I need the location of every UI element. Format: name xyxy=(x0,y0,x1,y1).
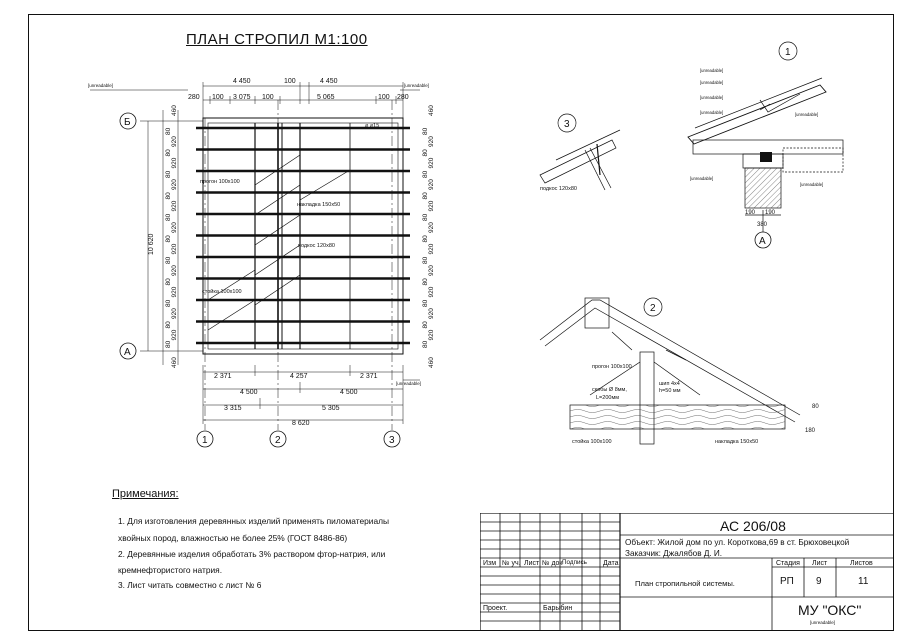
tb-object: Объект: Жилой дом по ул. Короткова,69 в ст. Брюховецкой xyxy=(625,538,850,547)
tb-list: 9 xyxy=(816,576,822,587)
detail-1-note-4: [unreadable] xyxy=(700,110,724,115)
dim-row-920-right: 920 xyxy=(428,329,435,341)
dim-row-920: 920 xyxy=(171,136,178,147)
dim-row-460-bottom-right: 460 xyxy=(428,357,435,368)
dim-row-920: 920 xyxy=(171,329,178,341)
dim-row-80: 80 xyxy=(165,321,172,329)
dim-row-920: 920 xyxy=(171,222,178,233)
dim-row-80: 80 xyxy=(165,235,172,243)
dim-row-80-right: 80 xyxy=(422,170,429,178)
dim-row-460-top: 460 xyxy=(171,105,178,116)
dim-bot-3315: 3 315 xyxy=(224,405,242,412)
dim-row-80-right: 80 xyxy=(422,235,429,243)
dim-row-80-last: 80 xyxy=(165,340,172,348)
dim-bot-8620: 8 620 xyxy=(292,420,310,427)
dim-row-920-right: 920 xyxy=(428,136,435,147)
tb-col-list: Лист xyxy=(524,560,540,567)
notes-heading: Примечания: xyxy=(112,488,179,500)
detail-2-beam-hatch xyxy=(570,405,785,429)
dim-row-80: 80 xyxy=(165,149,172,157)
dim-row-920: 920 xyxy=(171,265,178,276)
dim-row-80-right: 80 xyxy=(422,192,429,200)
detail-3-podkos: подкос 120х80 xyxy=(540,186,577,192)
dim-top-280-right: 280 xyxy=(397,94,409,101)
detail-1-note-5: [unreadable] xyxy=(795,112,819,117)
note-1b: хвойных пород, влажностью не более 25% (ГОСТ 8486-86) xyxy=(118,533,348,543)
dim-top-100-c: 100 xyxy=(378,94,390,101)
dim-row-80: 80 xyxy=(165,213,172,221)
dim-row-920-right: 920 xyxy=(428,265,435,276)
tb-col-podpis: Подпись xyxy=(562,559,587,566)
dim-top-4450-left: 4 450 xyxy=(233,78,251,85)
dim-row-80: 80 xyxy=(165,192,172,200)
dim-row-920-right: 920 xyxy=(428,308,435,319)
dim-row-80-last-right: 80 xyxy=(422,340,429,348)
label-stoyka: стойка 100х100 xyxy=(202,289,242,295)
dim-left-total: 10 620 xyxy=(148,233,155,255)
detail-1-note-7: [unreadable] xyxy=(800,182,824,187)
detail-2-ship: шип 4х4 xyxy=(659,381,680,387)
tb-author: Барыбин xyxy=(543,605,573,612)
detail-1-dim-190a: 190 xyxy=(745,210,756,216)
dim-row-920: 920 xyxy=(171,179,178,190)
detail-3-label: 3 xyxy=(564,119,570,130)
axis-1-label: 1 xyxy=(202,435,208,446)
detail-1-axis-a-label: А xyxy=(759,236,766,247)
dim-row-920: 920 xyxy=(171,243,178,255)
note-2a: 2. Деревянные изделия обработать 3% раствором фтор-натрия, или xyxy=(118,549,386,559)
tb-customer: Заказчик: Джалябов Д. И. xyxy=(625,549,723,558)
detail-1-dim-190b: 190 xyxy=(765,210,776,216)
dim-row-920: 920 xyxy=(171,308,178,319)
tb-proekt: Проект. xyxy=(483,605,508,612)
detail-2-skoba: скобы Ø 8мм, xyxy=(592,387,627,393)
tb-stadia-header: Стадия xyxy=(776,560,800,567)
dim-row-920: 920 xyxy=(171,200,178,212)
label-anchor: ⌀ ⌀15 xyxy=(365,123,380,129)
dim-row-80-right: 80 xyxy=(422,299,429,307)
dim-bot-2371-b: 2 371 xyxy=(360,373,378,380)
detail-2-progon: прогон 100х100 xyxy=(592,364,632,370)
axis-2-label: 2 xyxy=(275,435,281,446)
detail-1-hatch xyxy=(745,168,781,208)
dim-row-920-right: 920 xyxy=(428,243,435,255)
label-nakladka: накладка 150х50 xyxy=(297,202,341,208)
tb-col-nuch: № уч. xyxy=(502,560,521,567)
note-1a: 1. Для изготовления деревянных изделий применять пиломатериалы xyxy=(118,516,390,526)
detail-2-ship-2: h=50 мм xyxy=(659,388,681,394)
detail-1-note-1: [unreadable] xyxy=(700,68,724,73)
dim-bot-2371-a: 2 371 xyxy=(214,373,232,380)
dim-top-4450-right: 4 450 xyxy=(320,78,338,85)
detail-2-skoba-2: L=200мм xyxy=(596,395,620,401)
dim-top-100-b: 100 xyxy=(262,94,274,101)
label-small-bottom-right: [unreadable] xyxy=(396,381,422,386)
dim-bot-4257: 4 257 xyxy=(290,373,308,380)
detail-1-beam xyxy=(760,152,772,162)
detail-1-note-3: [unreadable] xyxy=(700,95,724,100)
tb-code: АС 206/08 xyxy=(720,518,786,534)
axis-a-label: А xyxy=(124,347,131,358)
detail-2-dim-80: 80 xyxy=(812,404,819,410)
tb-listov-header: Листов xyxy=(850,560,873,567)
plan-title: ПЛАН СТРОПИЛ М1:100 xyxy=(186,31,368,48)
dim-row-80: 80 xyxy=(165,299,172,307)
dim-bot-5305: 5 305 xyxy=(322,405,340,412)
dim-top-5065: 5 065 xyxy=(317,94,335,101)
note-2b: кремнефтористого натрия. xyxy=(118,565,223,575)
tb-org: МУ "ОКС" xyxy=(798,602,862,618)
dim-row-920-right: 920 xyxy=(428,157,435,169)
dim-row-80-right: 80 xyxy=(422,256,429,264)
detail-1-note-2: [unreadable] xyxy=(700,80,724,85)
label-small-top-left: [unreadable] xyxy=(88,83,114,88)
dim-row-80: 80 xyxy=(165,278,172,286)
label-podkos: подкос 120х80 xyxy=(298,243,335,249)
dim-row-920: 920 xyxy=(171,286,178,298)
dim-top-100: 100 xyxy=(284,78,296,85)
label-small-top-right: [unreadable] xyxy=(404,83,430,88)
label-progon: прогон 100х100 xyxy=(200,179,240,185)
detail-3 xyxy=(540,114,620,190)
tb-sheet-title: План стропильной системы. xyxy=(635,579,735,588)
detail-2-dim-180: 180 xyxy=(805,428,816,434)
dim-bot-4500-b: 4 500 xyxy=(340,389,358,396)
dim-row-920-right: 920 xyxy=(428,179,435,190)
dim-row-80-right: 80 xyxy=(422,278,429,286)
dim-top-280-left: 280 xyxy=(188,94,200,101)
tb-list-header: Лист xyxy=(812,560,828,567)
dim-row-80: 80 xyxy=(165,256,172,264)
tb-col-data: Дата xyxy=(603,560,619,567)
dim-bot-4500-a: 4 500 xyxy=(240,389,258,396)
detail-2-label: 2 xyxy=(650,303,656,314)
detail-2-nakladka: накладка 150х50 xyxy=(715,439,759,445)
dim-row-80-right: 80 xyxy=(422,127,429,135)
dim-row-80-right: 80 xyxy=(422,149,429,157)
dim-top-100-a: 100 xyxy=(212,94,224,101)
dim-row-920-right: 920 xyxy=(428,222,435,233)
dim-row-920-right: 920 xyxy=(428,286,435,298)
axis-b-label: Б xyxy=(124,117,131,128)
detail-2-stoyka: стойка 100х100 xyxy=(572,439,612,445)
dim-top-3075: 3 075 xyxy=(233,94,251,101)
tb-col-ndok: № док xyxy=(542,560,563,567)
dim-row-460-bottom: 460 xyxy=(171,357,178,368)
dim-row-920-right: 920 xyxy=(428,200,435,212)
tb-stadia: РП xyxy=(780,576,794,587)
detail-1-note-6: [unreadable] xyxy=(690,176,714,181)
title-block xyxy=(480,513,894,631)
detail-1-label: 1 xyxy=(785,47,791,58)
dim-row-80-right: 80 xyxy=(422,213,429,221)
tb-listov: 11 xyxy=(858,576,869,587)
axis-3-label: 3 xyxy=(389,435,395,446)
dim-row-460-top-right: 460 xyxy=(428,105,435,116)
tb-col-izm: Изм xyxy=(483,560,497,567)
dim-row-80: 80 xyxy=(165,127,172,135)
dim-row-80-right: 80 xyxy=(422,321,429,329)
dim-row-80: 80 xyxy=(165,170,172,178)
note-3: 3. Лист читать совместно с лист № 6 xyxy=(118,580,262,590)
dim-row-920: 920 xyxy=(171,157,178,169)
detail-1-dim-380: 380 xyxy=(757,222,768,228)
tb-org-sub: [unreadable] xyxy=(810,620,836,625)
